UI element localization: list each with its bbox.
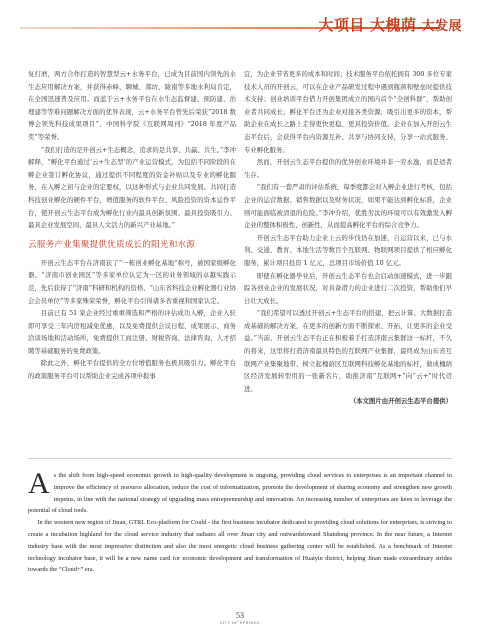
right-paragraph-6: “我们希望可以透过开创云+生态平台的搭建，把云计算、大数据打造成基础的解决方案，在更多的创新方面不断探索、开拓，让更多的企业受益。”当前，开创云生态平台正在积极着手打造济南云集群这一标杆，不久的将来，这里将打造济南最具特色的互联网产业集群，最终成为山东省互联网产业集聚地带、树立起槐荫区互联网科技孵化基地的标杆，做成槐荫区经济发展转型用的一张新名片，助推济南”互联网+”向“云+”时代迈进。: [244, 309, 452, 393]
section-subheading: 云服务产业集聚提供优质成长的阳光和水源: [28, 239, 196, 250]
section-title-part1: 大项目: [318, 16, 365, 34]
left-column: [28, 68, 236, 383]
right-paragraph-4: 开创云生态平台助力企业上云的步伐仍在加速，自运营以来，已与水利、交通、教育、本地生活等数百个互联网、物联网项目提供了相应孵化服务，累计项目投资 1 亿元，总项目市场价值 10 亿元。: [244, 233, 452, 267]
photo-credit: （本文图片由开创云生态平台提供）: [349, 397, 452, 406]
english-paragraph-2: In the western new region of Jinan, GTRL Eco-platform for Could - the first business incubator dedicated to providing cloud solutions for enterprises, is striving to create a incubation highland for the cloud service industry that radiates all over Jinan city and outwardstoward Shandong province. In the near future, a Internet industry base with the most impressive distinction and also the most energetic cloud business gathering center will be established. As a benchmark of Internet technology incubator base, it will be a new name card for economic development and transformation of Huaiyin district, helping Jinan made extraordinary strides towards the “Cloud+” era.: [28, 519, 452, 574]
english-separator: [28, 458, 452, 459]
page-header: [0, 0, 480, 42]
right-paragraph-3: “我们有一套严肃的评估系统，每季度都会对入孵企业进行考核，包括企业的运营数据、销售数据以及财务状况，如果不能达到孵化标准，企业则可能面临被清退的危险。”李冲介绍，优胜劣汰的环境可以有效激发入孵企业的整体积极性、创新性，从而提高孵化平台的综合竞争力。: [244, 183, 452, 230]
left-paragraph-1: 复打磨，两方合作打造的智慧型云+水务平台，已成为目前国内领先的水生态应用解决方案，并获得赤峰、聊城、郯坊、陇南等多地水利局肯定，在全国迅速普及应用。而蓝于云+水务平台在水生态监督建、预防建、治理建等等难问题解决方面的优异表现，云+水务平台曾先后荣获“2018 数博会领先科技成果项目”、中国科学院《互联网周刊》“2018 年度产品奖”等荣誉。: [28, 70, 236, 141]
right-column: [244, 68, 452, 408]
left-paragraph-4: 目前已有 51 家企业经过重重筛选和严格的评估成功入孵，企业入驻即可享受三年内房租减免优惠，以及免费提供会议日程、成果展示、商务洽谈场地和活动场所，免费提供工商注册、财税咨询、法律咨询、人才招聘等基础服务的免费政策。: [28, 309, 236, 355]
english-summary: [28, 467, 452, 576]
right-paragraph-5: 即使在孵化器毕业后，开创云生态平台也会启动加速模式，进一步跟踪各创业企业的发展状况，对具备潜力的企业进行二次投资，帮助他们早日壮大成长。: [244, 271, 452, 305]
publication-name: CITY OF SPRINGS: [219, 621, 261, 625]
right-paragraph-2: 然而，开创云生态平台提供的优异创业环境并非一劳永逸，而是适者生存。: [244, 158, 452, 179]
drop-cap: A: [28, 467, 50, 500]
english-paragraph-1: [28, 467, 452, 517]
right-paragraph-1: 宜，为企业节省更多的成本和时间；技术服务平台依托拥有 300 多位专家技术人员的开创云，可以在企业产品研发过程中遇到瓶颈和壁垒时提供技术支持；创业培训平台借力开创集团成立的国内首个“全创科群”，帮助创业者共同成长；孵化平台还为企业对接各类资源，吸引出更多的资本，帮助企业在成长之路上走得更快更稳、更具投资价值。企业在加入开创云生态平台后，会获得平台内资源互补、共享与协同支持，分享一站式服务、专业孵化服务。: [244, 70, 452, 154]
page-number: 53: [236, 611, 244, 620]
left-paragraph-5: 除此之外，孵化平台提供的全方位增值服务也极具吸引力。孵化平台的政策服务平台可以帮助企业完成各项申报事: [28, 359, 236, 381]
english-paragraph-1-text: s the shift from high-speed economic growth to high-quality development is ongoing, providing cloud services to enterprises is an important channel to improve the efficiency of resource allocation, reduce the cost of informatization, promote the development of sharing economy and strengthen new growth impetus, in line with the national strategy of upgrading mass entrepreneurship and innovation. An increasing number of enterprises are keen to leverage the potential of cloud tools.: [28, 472, 452, 515]
section-title-part3: 大发展: [421, 19, 462, 34]
section-title-part2: 大槐荫: [369, 16, 417, 34]
left-paragraph-3: 开创云生态平台在济南获了“一栋创业孵化基地”称号，被国家级孵化器、“济南市创业园区”等多家单位认定为一区的业务领域的卓越实践示范，先后获得了“济南”科研和机构的资格、“山东省科技企业孵化器行业协会会员单位”等多家殊荣荣誉，孵化平台引得诸多省重视和国家认定。: [28, 258, 236, 305]
section-title: [318, 14, 462, 35]
left-paragraph-2: “我们打造的是开创云+生态概念，追求的是共享、共赢、共生。”李冲解释，“孵化平台通过‘云+生态型’的产业运营模式，为包括不同阶段的在孵企业签订孵化协议，通过提供不同程度的资金补贴以及专业的孵化服务，在入孵之初与企业的定要权，以这种形式与企业共同发展。共同打造科技创业孵化的硬件平台，增值服务的软件平台、风险投资的资本运作平台，使开创云生态平台成为孵化行业内最具创新氛围、最具投资吸引力、最具企业发展空间、最具人文活力的新兴产业基地。”: [28, 145, 236, 230]
